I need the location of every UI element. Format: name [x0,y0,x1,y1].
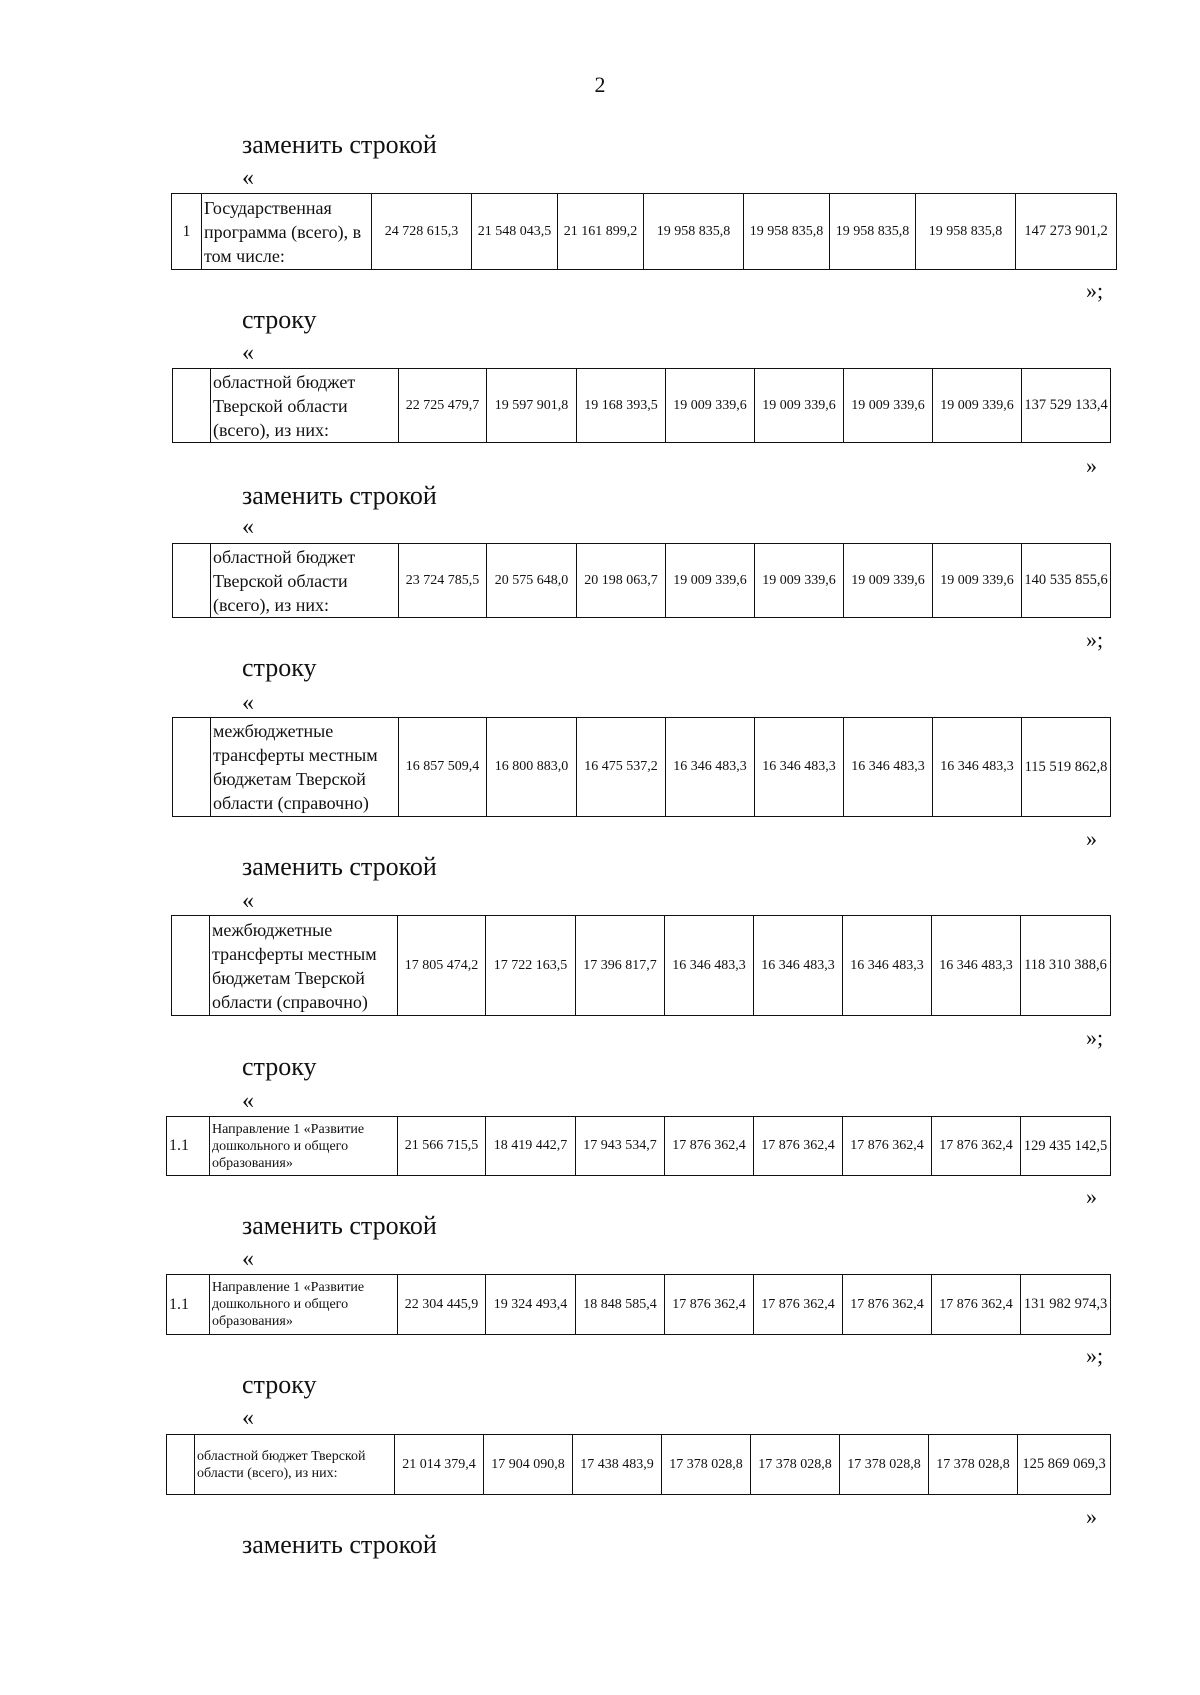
year-value: 16 475 537,2 [577,718,666,817]
opening-quote: « [242,514,254,540]
opening-quote: « [242,690,254,716]
row-total: 140 535 855,6 [1022,544,1111,618]
row-total: 115 519 862,8 [1022,718,1111,817]
year-value: 16 346 483,3 [755,718,844,817]
year-value: 16 800 883,0 [487,718,577,817]
closing-quote: » [1086,826,1097,851]
year-value: 21 566 715,5 [398,1117,486,1176]
closing-quote: » [1086,1504,1097,1529]
row-index [173,718,211,817]
year-value: 24 728 615,3 [372,194,472,270]
opening-quote: « [242,340,254,366]
year-value: 19 009 339,6 [666,544,755,618]
row-total: 125 869 069,3 [1018,1435,1111,1495]
year-value: 19 009 339,6 [755,544,844,618]
year-value: 19 009 339,6 [755,369,844,443]
row-total: 131 982 974,3 [1021,1275,1111,1335]
year-value: 22 304 445,9 [398,1275,486,1335]
row-name: областной бюджет Тверской области (всего), из них: [211,544,399,618]
year-value: 19 009 339,6 [666,369,755,443]
instruction-heading: строку [242,653,317,682]
closing-quote: »; [1086,1343,1104,1368]
budget-table-row [172,368,1111,443]
year-value: 21 161 899,2 [558,194,644,270]
year-value: 16 346 483,3 [665,916,754,1016]
budget-table-row [172,717,1111,817]
year-value: 19 009 339,6 [844,544,933,618]
closing-quote: » [1086,1184,1097,1209]
year-value: 22 725 479,7 [399,369,487,443]
year-value: 17 805 474,2 [398,916,486,1016]
instruction-heading: строку [242,1370,317,1399]
year-value: 17 876 362,4 [665,1117,754,1176]
instruction-heading: заменить строкой [242,852,437,881]
year-value: 17 378 028,8 [662,1435,751,1495]
instruction-heading: заменить строкой [242,130,437,159]
row-name: межбюджетные трансферты местным бюджетам Тверской области (справочно) [211,718,399,817]
year-value: 17 876 362,4 [665,1275,754,1335]
row-name: Государственная программа (всего), в том числе: [202,194,372,270]
year-value: 17 378 028,8 [840,1435,929,1495]
row-total: 147 273 901,2 [1016,194,1117,270]
instruction-heading: заменить строкой [242,1530,437,1559]
year-value: 17 876 362,4 [932,1275,1021,1335]
year-value: 17 438 483,9 [573,1435,662,1495]
year-value: 16 346 483,3 [754,916,843,1016]
closing-quote: »; [1086,278,1104,303]
row-index [167,1435,195,1495]
year-value: 16 346 483,3 [843,916,932,1016]
opening-quote: « [242,1405,254,1431]
year-value: 19 009 339,6 [933,544,1022,618]
row-index: 1 [172,194,202,270]
row-index [173,369,211,443]
year-value: 17 396 817,7 [576,916,665,1016]
year-value: 23 724 785,5 [399,544,487,618]
year-value: 21 548 043,5 [472,194,558,270]
budget-table-row [171,193,1117,270]
year-value: 19 009 339,6 [933,369,1022,443]
year-value: 16 346 483,3 [666,718,755,817]
year-value: 20 198 063,7 [577,544,666,618]
year-value: 20 575 648,0 [487,544,577,618]
year-value: 17 876 362,4 [843,1275,932,1335]
year-value: 21 014 379,4 [395,1435,484,1495]
opening-quote: « [242,1246,254,1272]
row-total: 118 310 388,6 [1021,916,1111,1016]
year-value: 19 958 835,8 [830,194,916,270]
year-value: 19 168 393,5 [577,369,666,443]
row-index [172,916,210,1016]
year-value: 19 009 339,6 [844,369,933,443]
row-name: Направление 1 «Развитие дошкольного и общего образования» [210,1275,398,1335]
year-value: 17 378 028,8 [929,1435,1018,1495]
closing-quote: »; [1086,627,1104,652]
year-value: 17 722 163,5 [486,916,576,1016]
page-number: 2 [594,72,606,97]
row-total: 129 435 142,5 [1021,1117,1111,1176]
row-name: областной бюджет Тверской области (всего), из них: [211,369,399,443]
year-value: 17 876 362,4 [932,1117,1021,1176]
budget-table-row [166,1116,1111,1176]
row-name: межбюджетные трансферты местным бюджетам Тверской области (справочно) [210,916,398,1016]
instruction-heading: строку [242,1052,317,1081]
year-value: 17 876 362,4 [754,1117,843,1176]
year-value: 17 876 362,4 [754,1275,843,1335]
instruction-heading: заменить строкой [242,1211,437,1240]
row-index [173,544,211,618]
year-value: 18 419 442,7 [486,1117,576,1176]
year-value: 19 958 835,8 [744,194,830,270]
year-value: 17 904 090,8 [484,1435,573,1495]
budget-table-row [172,543,1111,618]
year-value: 16 346 483,3 [932,916,1021,1016]
row-name: областной бюджет Тверской области (всего), из них: [195,1435,395,1495]
instruction-heading: строку [242,305,317,334]
budget-table-row [166,1434,1111,1495]
row-index: 1.1 [167,1275,210,1335]
closing-quote: »; [1086,1025,1104,1050]
row-index: 1.1 [167,1117,210,1176]
year-value: 16 346 483,3 [933,718,1022,817]
opening-quote: « [242,165,254,191]
year-value: 16 346 483,3 [844,718,933,817]
year-value: 16 857 509,4 [399,718,487,817]
row-name: Направление 1 «Развитие дошкольного и общего образования» [210,1117,398,1176]
year-value: 19 597 901,8 [487,369,577,443]
year-value: 17 378 028,8 [751,1435,840,1495]
instruction-heading: заменить строкой [242,481,437,510]
year-value: 19 324 493,4 [486,1275,576,1335]
year-value: 17 876 362,4 [843,1117,932,1176]
opening-quote: « [242,888,254,914]
budget-table-row [166,1274,1111,1335]
year-value: 19 958 835,8 [916,194,1016,270]
closing-quote: » [1086,453,1097,478]
budget-table-row [171,915,1111,1016]
year-value: 17 943 534,7 [576,1117,665,1176]
year-value: 18 848 585,4 [576,1275,665,1335]
row-total: 137 529 133,4 [1022,369,1111,443]
year-value: 19 958 835,8 [644,194,744,270]
opening-quote: « [242,1088,254,1114]
